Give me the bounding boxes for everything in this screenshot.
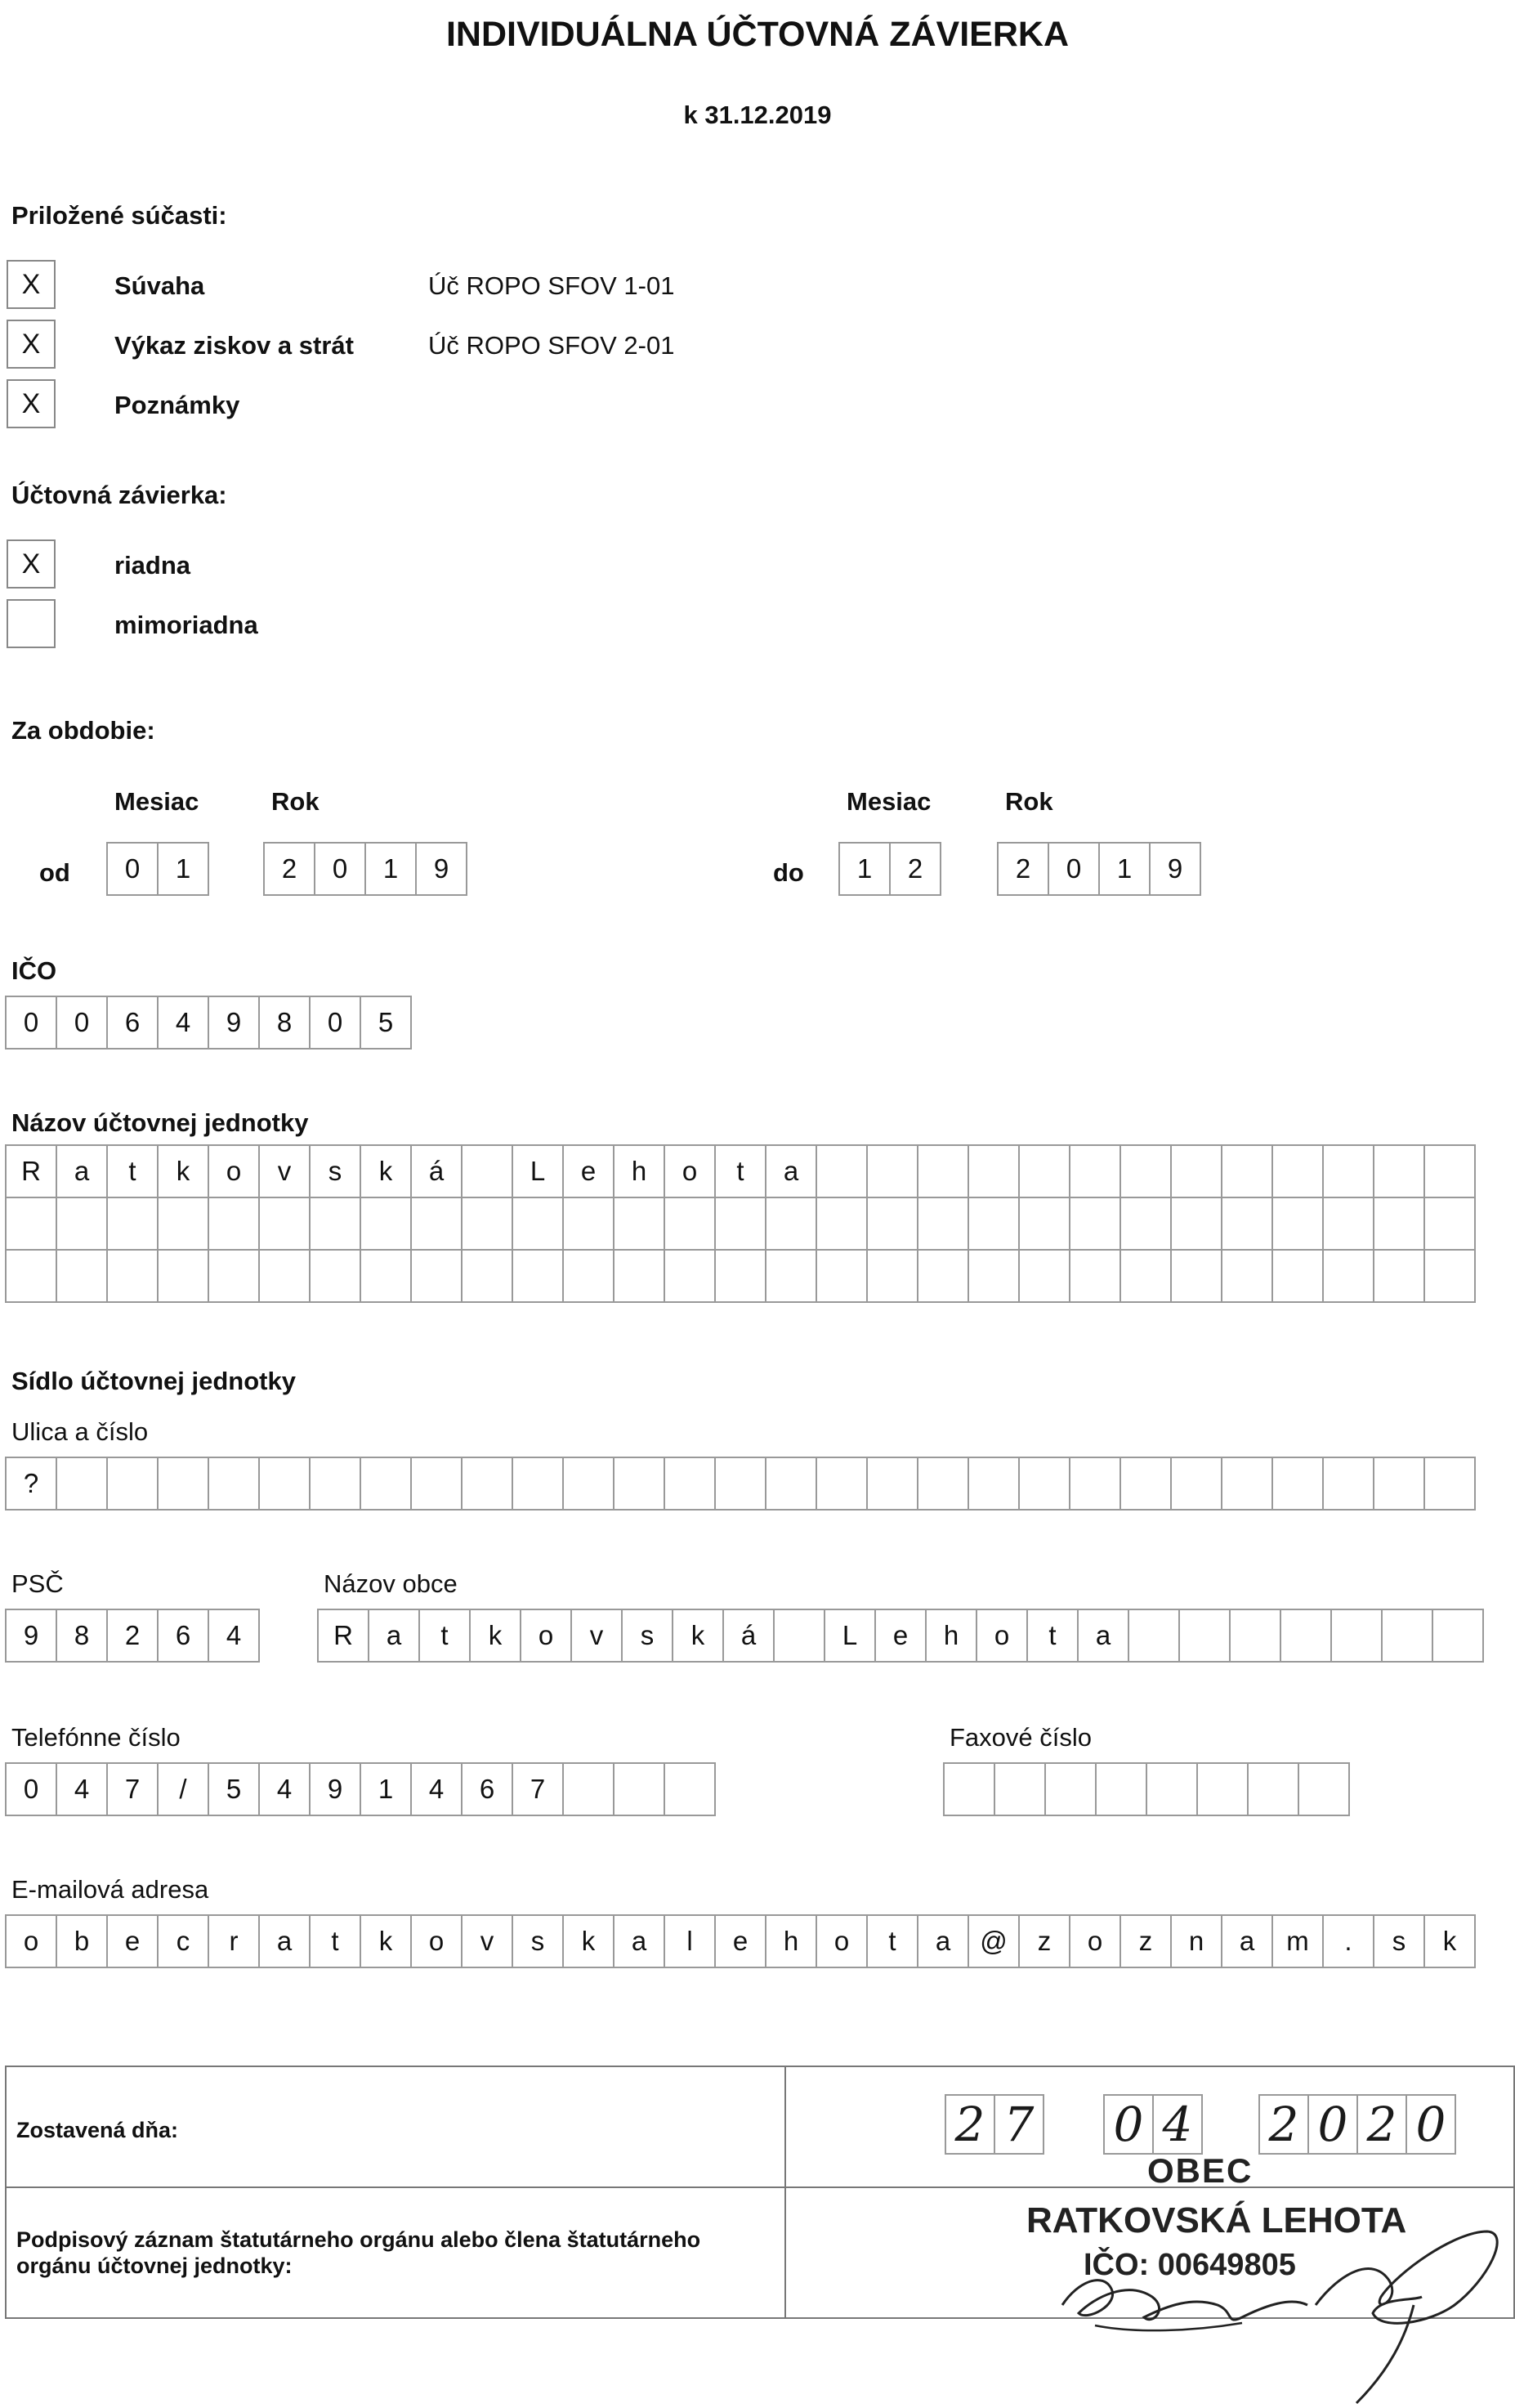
char-cell [1170, 1457, 1222, 1511]
char-cell: @ [968, 1914, 1020, 1968]
ico-label: IČO [11, 956, 57, 985]
char-cell [1119, 1197, 1172, 1251]
date-cell: 7 [994, 2094, 1044, 2155]
char-cell [816, 1144, 868, 1198]
char-cell [157, 1249, 209, 1303]
char-cell [410, 1457, 463, 1511]
char-cell: n [1170, 1914, 1222, 1968]
char-cell [512, 1249, 564, 1303]
char-cell [1146, 1762, 1198, 1816]
char-cell [968, 1249, 1020, 1303]
char-cell [1280, 1609, 1332, 1663]
char-cell [1018, 1144, 1070, 1198]
char-cell [1322, 1457, 1374, 1511]
char-cell [1432, 1609, 1484, 1663]
char-cell [943, 1762, 995, 1816]
char-cell [1423, 1249, 1476, 1303]
digit-cell: 0 [1048, 842, 1100, 896]
phone-label: Telefónne číslo [11, 1723, 181, 1752]
char-cell [613, 1762, 665, 1816]
char-cell [1170, 1144, 1222, 1198]
char-cell [208, 1197, 260, 1251]
char-cell [917, 1144, 969, 1198]
char-cell: m [1271, 1914, 1324, 1968]
char-cell [765, 1457, 817, 1511]
digit-cell: 2 [889, 842, 941, 896]
char-cell [157, 1457, 209, 1511]
attachment-checkbox-vykaz[interactable]: X [7, 320, 56, 369]
digit-cell: 9 [5, 1609, 57, 1663]
char-cell [562, 1249, 614, 1303]
attachment-code-vykaz: Úč ROPO SFOV 2-01 [428, 331, 675, 360]
char-cell [714, 1457, 766, 1511]
char-cell: t [418, 1609, 471, 1663]
street-field[interactable] [5, 1457, 1474, 1511]
town-field[interactable] [317, 1609, 1482, 1663]
period-heading: Za obdobie: [11, 716, 155, 745]
char-cell: s [512, 1914, 564, 1968]
char-cell [309, 1249, 361, 1303]
char-cell [816, 1249, 868, 1303]
char-cell: a [613, 1914, 665, 1968]
char-cell: e [714, 1914, 766, 1968]
stamp-line: RATKOVSKÁ LEHOTA [1026, 2200, 1407, 2240]
char-cell [461, 1457, 513, 1511]
char-cell: á [722, 1609, 775, 1663]
digit-cell: 0 [314, 842, 366, 896]
char-cell [866, 1144, 918, 1198]
char-cell [1322, 1144, 1374, 1198]
char-cell: h [613, 1144, 665, 1198]
digit-cell: 2 [263, 842, 315, 896]
attachment-code-suvaha: Úč ROPO SFOV 1-01 [428, 271, 675, 300]
char-cell: b [56, 1914, 108, 1968]
char-cell [1221, 1249, 1273, 1303]
psc-field[interactable] [5, 1609, 258, 1663]
char-cell: 4 [56, 1762, 108, 1816]
char-cell [157, 1197, 209, 1251]
char-cell [765, 1249, 817, 1303]
date-cell: 2 [1258, 2094, 1309, 2155]
char-cell [106, 1249, 159, 1303]
char-cell [309, 1457, 361, 1511]
char-cell [410, 1197, 463, 1251]
digit-cell: 8 [56, 1609, 108, 1663]
char-cell [1221, 1144, 1273, 1198]
digit-cell: 8 [258, 996, 311, 1050]
char-cell [1271, 1144, 1324, 1198]
char-cell [1178, 1609, 1231, 1663]
from-year-label: Rok [271, 787, 320, 816]
char-cell [773, 1609, 825, 1663]
char-cell: k [672, 1609, 724, 1663]
town-label: Názov obce [324, 1569, 458, 1598]
char-cell [714, 1197, 766, 1251]
stamp-line: OBEC [1147, 2151, 1254, 2190]
char-cell: o [664, 1144, 716, 1198]
char-cell [1018, 1197, 1070, 1251]
char-cell [613, 1457, 665, 1511]
char-cell [360, 1457, 412, 1511]
char-cell [1271, 1249, 1324, 1303]
digit-cell: 1 [364, 842, 417, 896]
compiled-date-field[interactable] [1103, 2094, 1201, 2155]
char-cell: 5 [208, 1762, 260, 1816]
char-cell: á [410, 1144, 463, 1198]
char-cell [1069, 1249, 1121, 1303]
char-cell [1128, 1609, 1180, 1663]
digit-cell: 6 [106, 996, 159, 1050]
char-cell [5, 1197, 57, 1251]
char-cell [664, 1762, 716, 1816]
char-cell [664, 1249, 716, 1303]
date-cell: 4 [1152, 2094, 1203, 2155]
email-field[interactable] [5, 1914, 1474, 1968]
char-cell: s [621, 1609, 673, 1663]
char-cell [410, 1249, 463, 1303]
char-cell: 4 [258, 1762, 311, 1816]
attachments-heading: Priložené súčasti: [11, 201, 227, 230]
compiled-date-field[interactable] [945, 2094, 1043, 2155]
char-cell: R [5, 1144, 57, 1198]
char-cell: L [512, 1144, 564, 1198]
char-cell [106, 1457, 159, 1511]
char-cell: r [208, 1914, 260, 1968]
char-cell [106, 1197, 159, 1251]
char-cell: t [1026, 1609, 1079, 1663]
char-cell [5, 1249, 57, 1303]
char-cell [309, 1197, 361, 1251]
attachment-checkbox-poznamky[interactable]: X [7, 379, 56, 428]
email-label: E-mailová adresa [11, 1875, 209, 1904]
char-cell [208, 1249, 260, 1303]
char-cell: k [1423, 1914, 1476, 1968]
char-cell [1373, 1249, 1425, 1303]
char-cell [1271, 1197, 1324, 1251]
signature-mark [1030, 2182, 1512, 2408]
char-cell [1221, 1457, 1273, 1511]
char-cell [1298, 1762, 1350, 1816]
char-cell: c [157, 1914, 209, 1968]
char-cell [994, 1762, 1046, 1816]
from-month-label: Mesiac [114, 787, 199, 816]
char-cell [866, 1249, 918, 1303]
phone-field[interactable] [5, 1762, 714, 1816]
digit-cell: 2 [106, 1609, 159, 1663]
char-cell: o [208, 1144, 260, 1198]
char-cell [1044, 1762, 1097, 1816]
entity-name-label: Názov účtovnej jednotky [11, 1108, 309, 1137]
char-cell [1381, 1609, 1433, 1663]
date-cell: 0 [1103, 2094, 1154, 2155]
digit-cell: 0 [5, 996, 57, 1050]
char-cell [1373, 1144, 1425, 1198]
char-cell: o [816, 1914, 868, 1968]
statement-label-riadna: riadna [114, 551, 191, 580]
document-title: INDIVIDUÁLNA ÚČTOVNÁ ZÁVIERKA [445, 15, 1070, 54]
char-cell: 7 [512, 1762, 564, 1816]
char-cell [664, 1197, 716, 1251]
char-cell [360, 1197, 412, 1251]
date-cell: 0 [1307, 2094, 1358, 2155]
char-cell: o [520, 1609, 572, 1663]
char-cell [714, 1249, 766, 1303]
char-cell: z [1018, 1914, 1070, 1968]
char-cell [1322, 1249, 1374, 1303]
char-cell [968, 1144, 1020, 1198]
digit-cell: 6 [157, 1609, 209, 1663]
to-year-field[interactable] [997, 842, 1200, 896]
digit-cell: 2 [997, 842, 1049, 896]
char-cell [1119, 1144, 1172, 1198]
ico-field[interactable] [5, 996, 410, 1050]
char-cell [816, 1457, 868, 1511]
digit-cell: 0 [56, 996, 108, 1050]
char-cell: 0 [5, 1762, 57, 1816]
date-cell: 0 [1406, 2094, 1456, 2155]
char-cell: t [866, 1914, 918, 1968]
char-cell: 9 [309, 1762, 361, 1816]
to-month-field[interactable] [838, 842, 940, 896]
attachment-label-poznamky: Poznámky [114, 391, 240, 419]
to-month-label: Mesiac [847, 787, 932, 816]
digit-cell: 9 [1149, 842, 1201, 896]
char-cell [1069, 1144, 1121, 1198]
char-cell: 6 [461, 1762, 513, 1816]
char-cell [562, 1457, 614, 1511]
char-cell: 1 [360, 1762, 412, 1816]
char-cell [461, 1144, 513, 1198]
char-cell [461, 1197, 513, 1251]
char-cell [917, 1457, 969, 1511]
char-cell: R [317, 1609, 369, 1663]
char-cell: / [157, 1762, 209, 1816]
char-cell: o [5, 1914, 57, 1968]
psc-label: PSČ [11, 1569, 64, 1598]
to-year-label: Rok [1005, 787, 1053, 816]
document-date: k 31.12.2019 [683, 101, 832, 129]
char-cell: a [917, 1914, 969, 1968]
to-label: do [773, 858, 804, 887]
digit-cell: 1 [1098, 842, 1151, 896]
char-cell [1119, 1457, 1172, 1511]
char-cell: a [1221, 1914, 1273, 1968]
char-cell: a [258, 1914, 311, 1968]
char-cell: k [562, 1914, 614, 1968]
char-cell [56, 1197, 108, 1251]
char-cell: k [157, 1144, 209, 1198]
char-cell: h [765, 1914, 817, 1968]
char-cell: v [570, 1609, 623, 1663]
char-cell: 7 [106, 1762, 159, 1816]
fax-label: Faxové číslo [950, 1723, 1093, 1752]
char-cell [613, 1197, 665, 1251]
statement-checkbox-mimoriadna[interactable] [7, 599, 56, 648]
char-cell: ? [5, 1457, 57, 1511]
digit-cell: 9 [415, 842, 467, 896]
char-cell [1423, 1144, 1476, 1198]
char-cell [258, 1197, 311, 1251]
char-cell: t [714, 1144, 766, 1198]
char-cell [1229, 1609, 1281, 1663]
from-year-field[interactable] [263, 842, 466, 896]
char-cell [562, 1762, 614, 1816]
char-cell: v [258, 1144, 311, 1198]
digit-cell: 1 [838, 842, 891, 896]
char-cell [613, 1249, 665, 1303]
digit-cell: 4 [208, 1609, 260, 1663]
char-cell: a [368, 1609, 420, 1663]
char-cell [1018, 1249, 1070, 1303]
stamp-line: IČO: 00649805 [1084, 2248, 1296, 2282]
char-cell [461, 1249, 513, 1303]
char-cell [765, 1197, 817, 1251]
digit-cell: 4 [157, 996, 209, 1050]
char-cell: e [106, 1914, 159, 1968]
char-cell [1095, 1762, 1147, 1816]
char-cell [512, 1457, 564, 1511]
fax-field[interactable] [943, 1762, 1348, 1816]
char-cell [562, 1197, 614, 1251]
char-cell [1221, 1197, 1273, 1251]
char-cell: t [309, 1914, 361, 1968]
char-cell [1170, 1249, 1222, 1303]
char-cell: z [1119, 1914, 1172, 1968]
char-cell: 4 [410, 1762, 463, 1816]
char-cell [1018, 1457, 1070, 1511]
attachment-checkbox-suvaha[interactable]: X [7, 260, 56, 309]
char-cell: e [874, 1609, 927, 1663]
char-cell [1373, 1197, 1425, 1251]
char-cell: a [765, 1144, 817, 1198]
date-cell: 2 [945, 2094, 995, 2155]
signature-label: Podpisový záznam štatutárneho orgánu alebo člena štatutárneho orgánu účtovnej jednotky: [16, 2227, 701, 2278]
char-cell [866, 1197, 918, 1251]
char-cell: l [664, 1914, 716, 1968]
char-cell [56, 1457, 108, 1511]
char-cell: o [410, 1914, 463, 1968]
char-cell [258, 1249, 311, 1303]
attachment-label-vykaz: Výkaz ziskov a strát [114, 331, 354, 360]
char-cell: s [1373, 1914, 1425, 1968]
char-cell [816, 1197, 868, 1251]
statement-checkbox-riadna[interactable]: X [7, 539, 56, 589]
date-cell: 2 [1356, 2094, 1407, 2155]
char-cell [1271, 1457, 1324, 1511]
char-cell [968, 1457, 1020, 1511]
char-cell [1330, 1609, 1383, 1663]
digit-cell: 1 [157, 842, 209, 896]
compiled-date-label: Zostavená dňa: [16, 2118, 179, 2142]
char-cell [208, 1457, 260, 1511]
char-cell [1423, 1457, 1476, 1511]
digit-cell: 0 [309, 996, 361, 1050]
char-cell [968, 1197, 1020, 1251]
char-cell: a [1077, 1609, 1129, 1663]
statement-type-heading: Účtovná závierka: [11, 481, 227, 509]
char-cell: o [976, 1609, 1028, 1663]
char-cell [1247, 1762, 1299, 1816]
char-cell [1322, 1197, 1374, 1251]
char-cell [664, 1457, 716, 1511]
statement-label-mimoriadna: mimoriadna [114, 611, 258, 639]
seat-label: Sídlo účtovnej jednotky [11, 1367, 296, 1395]
char-cell: o [1069, 1914, 1121, 1968]
char-cell: e [562, 1144, 614, 1198]
char-cell [1373, 1457, 1425, 1511]
attachment-label-suvaha: Súvaha [114, 271, 205, 300]
char-cell: k [360, 1144, 412, 1198]
from-month-field[interactable] [106, 842, 208, 896]
char-cell: h [925, 1609, 977, 1663]
char-cell: . [1322, 1914, 1374, 1968]
char-cell [1170, 1197, 1222, 1251]
from-label: od [39, 858, 70, 887]
digit-cell: 5 [360, 996, 412, 1050]
char-cell [1119, 1249, 1172, 1303]
char-cell: k [360, 1914, 412, 1968]
char-cell: k [469, 1609, 521, 1663]
char-cell [1069, 1197, 1121, 1251]
char-cell [866, 1457, 918, 1511]
char-cell [512, 1197, 564, 1251]
char-cell: s [309, 1144, 361, 1198]
entity-name-field[interactable] [5, 1144, 1474, 1301]
char-cell [917, 1197, 969, 1251]
digit-cell: 9 [208, 996, 260, 1050]
char-cell [360, 1249, 412, 1303]
char-cell: v [461, 1914, 513, 1968]
char-cell [1423, 1197, 1476, 1251]
street-label: Ulica a číslo [11, 1417, 149, 1446]
compiled-date-field[interactable] [1258, 2094, 1455, 2155]
digit-cell: 0 [106, 842, 159, 896]
char-cell: t [106, 1144, 159, 1198]
char-cell [1069, 1457, 1121, 1511]
char-cell [258, 1457, 311, 1511]
char-cell: a [56, 1144, 108, 1198]
table-divider [784, 2066, 786, 2319]
char-cell [56, 1249, 108, 1303]
char-cell [1196, 1762, 1249, 1816]
char-cell: L [824, 1609, 876, 1663]
char-cell [917, 1249, 969, 1303]
